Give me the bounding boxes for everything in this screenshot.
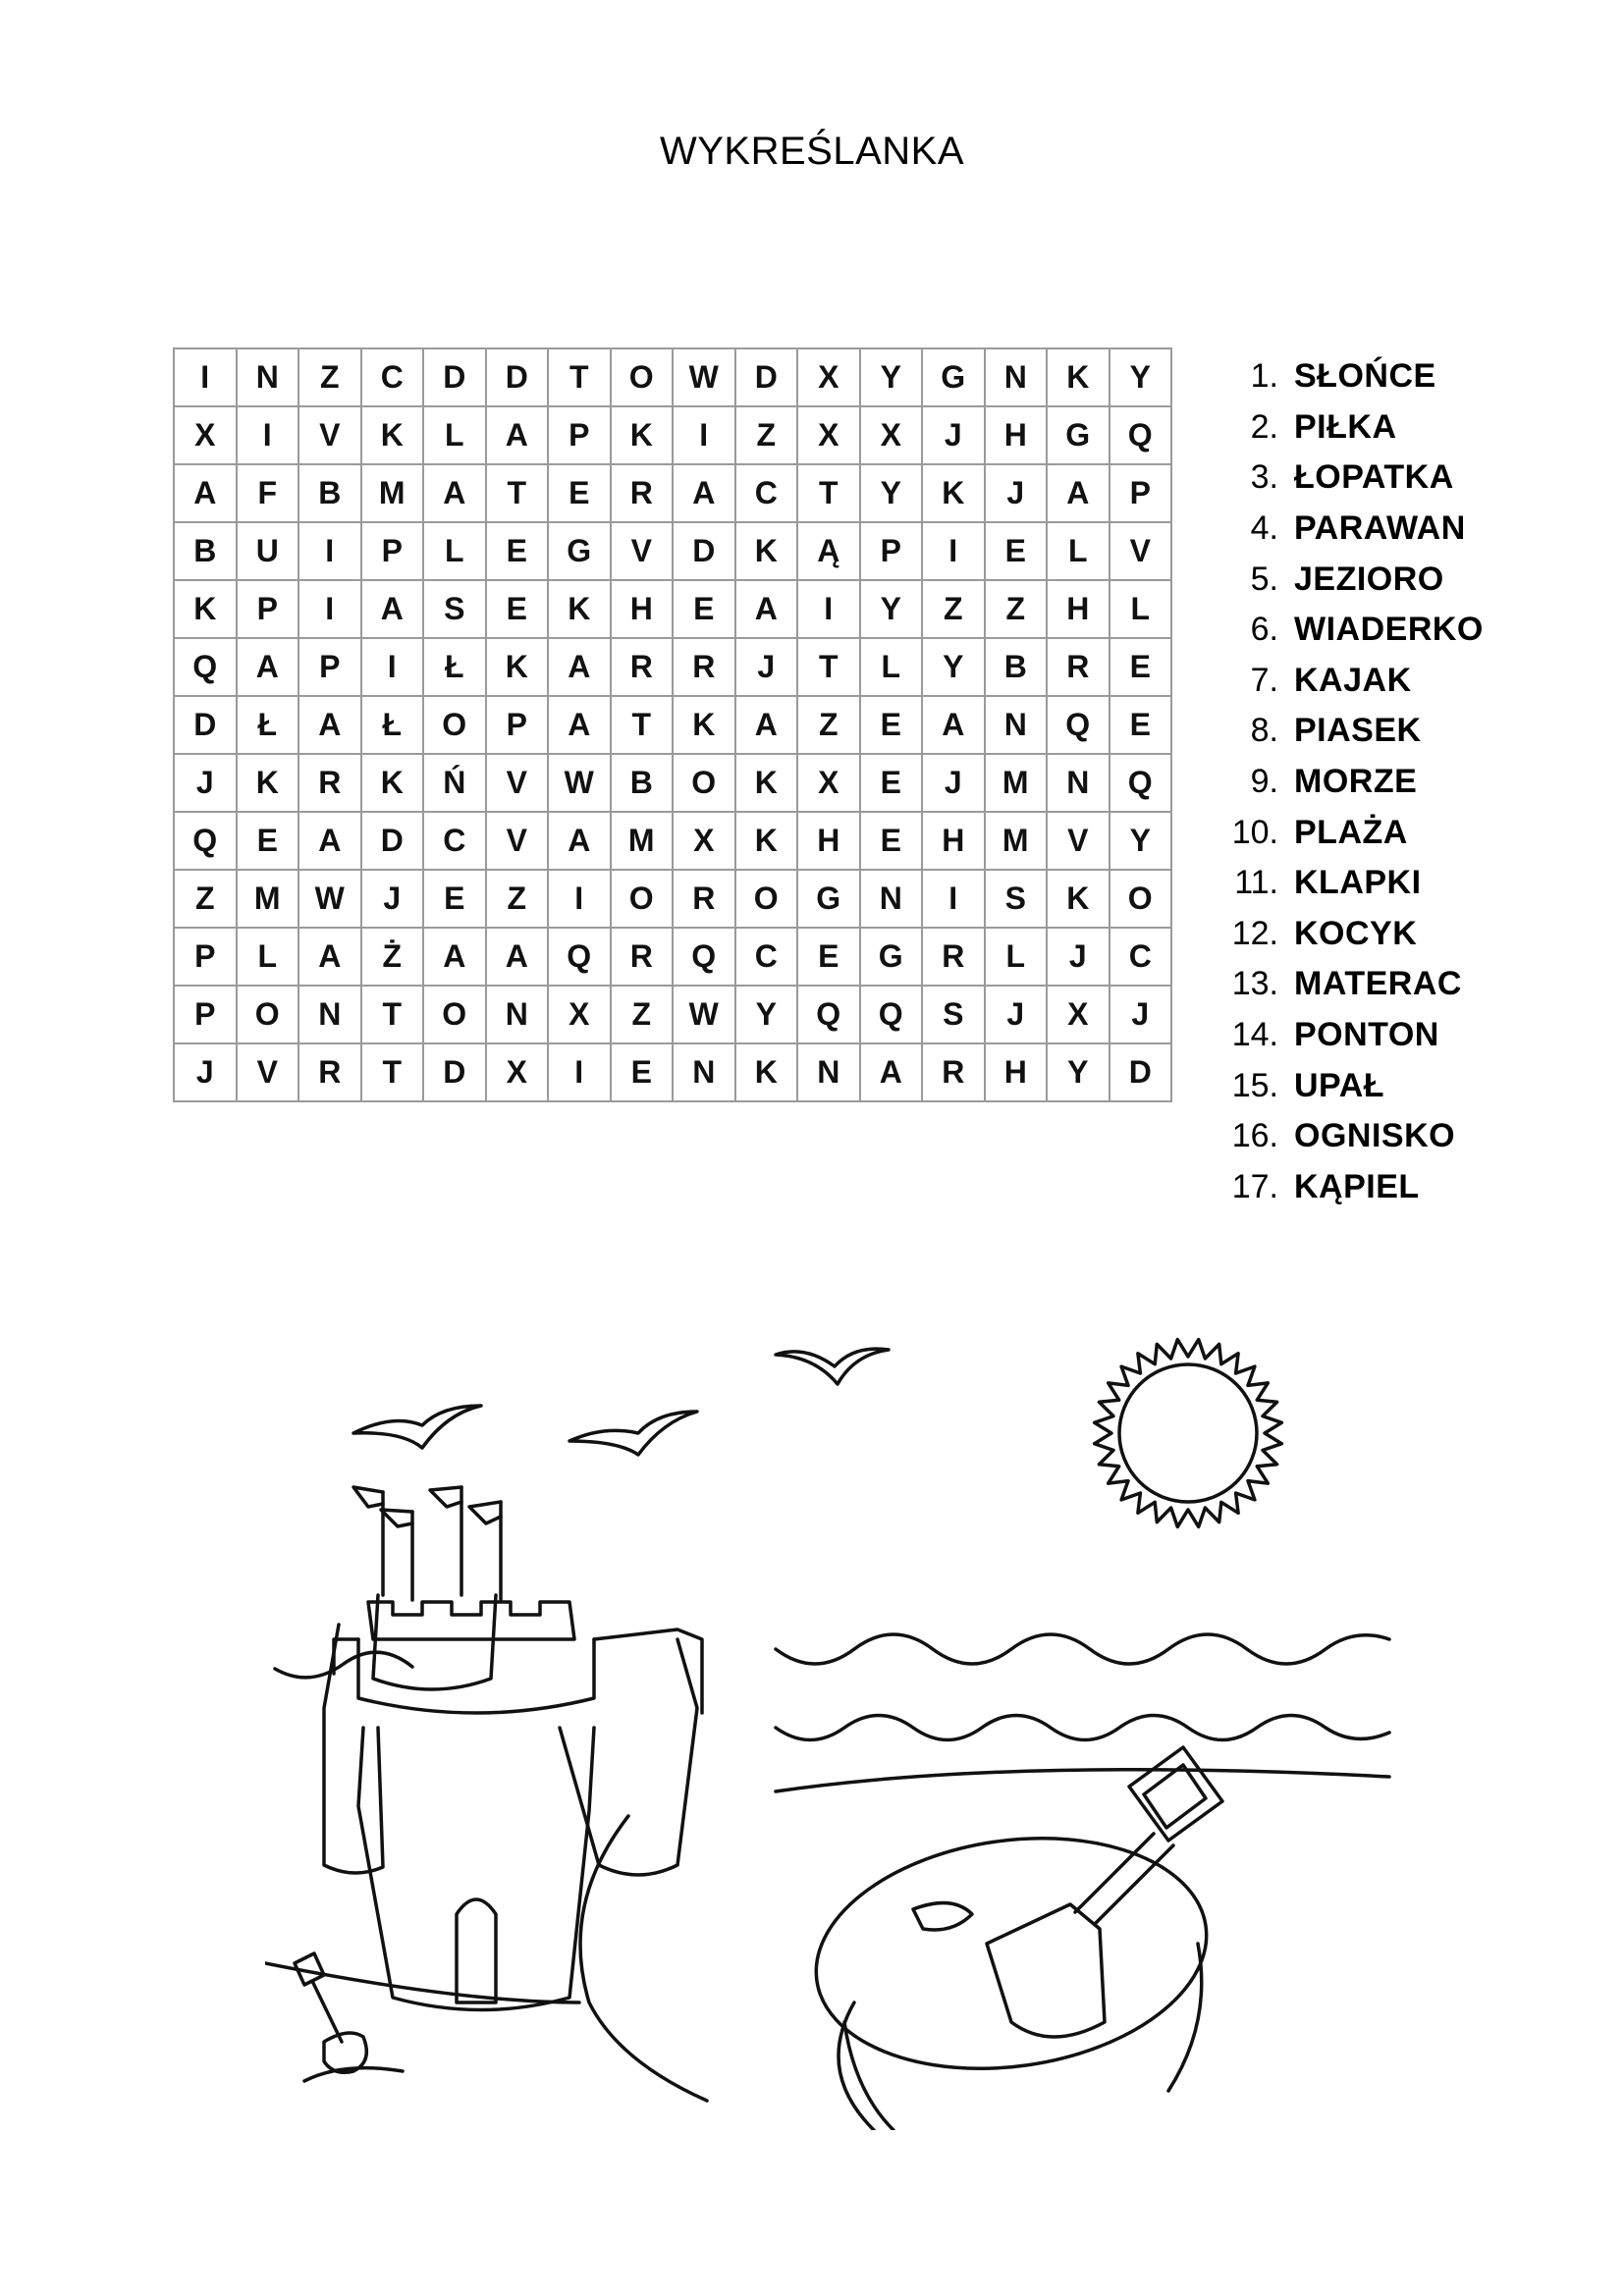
beach-drawing <box>265 1315 1404 2130</box>
word-number: 7. <box>1250 661 1278 699</box>
grid-cell[interactable]: L <box>1110 580 1172 638</box>
grid-cell[interactable]: I <box>298 580 361 638</box>
grid-cell[interactable]: K <box>361 406 424 464</box>
grid-cell[interactable]: A <box>486 406 549 464</box>
word-number: 12. <box>1231 914 1278 952</box>
grid-cell[interactable]: Z <box>486 870 549 928</box>
grid-row <box>174 348 1171 406</box>
grid-cell[interactable]: I <box>922 870 985 928</box>
grid-cell[interactable]: O <box>735 870 798 928</box>
grid-cell[interactable]: Y <box>1110 812 1172 870</box>
word-number: 6. <box>1250 611 1278 649</box>
grid-cell[interactable]: B <box>611 754 674 812</box>
grid-cell[interactable]: R <box>298 754 361 812</box>
word-text: WIADERKO <box>1294 611 1484 649</box>
grid-cell[interactable]: Ń <box>423 754 486 812</box>
grid-cell[interactable]: E <box>673 580 735 638</box>
beach-illustration <box>265 1315 1404 2130</box>
word-text: JEZIORO <box>1294 560 1444 598</box>
grid-cell[interactable]: P <box>298 638 361 696</box>
grid-cell[interactable]: Z <box>298 348 361 406</box>
grid-cell[interactable]: Y <box>860 464 923 522</box>
grid-cell[interactable]: A <box>922 696 985 754</box>
grid-cell[interactable]: X <box>797 754 860 812</box>
grid-cell[interactable]: T <box>797 638 860 696</box>
grid-cell[interactable]: I <box>237 406 299 464</box>
grid-cell[interactable]: K <box>548 580 611 638</box>
grid-cell[interactable]: W <box>298 870 361 928</box>
word-list-item <box>1214 858 1484 909</box>
grid-cell[interactable]: C <box>735 928 798 986</box>
grid-cell[interactable]: E <box>860 812 923 870</box>
sand-castle-icon <box>324 1487 702 2010</box>
grid-cell[interactable]: Z <box>174 870 237 928</box>
grid-cell[interactable]: A <box>548 812 611 870</box>
grid-row <box>174 754 1171 812</box>
grid-cell[interactable]: E <box>1110 638 1172 696</box>
grid-cell[interactable]: I <box>548 870 611 928</box>
grid-cell[interactable]: K <box>1047 348 1110 406</box>
word-text: PONTON <box>1294 1016 1439 1054</box>
grid-cell[interactable]: B <box>985 638 1048 696</box>
grid-cell[interactable]: D <box>423 348 486 406</box>
grid-cell[interactable]: K <box>735 754 798 812</box>
grid-cell[interactable]: M <box>361 464 424 522</box>
grid-cell[interactable]: R <box>611 928 674 986</box>
grid-cell[interactable]: A <box>174 464 237 522</box>
word-list-item <box>1214 656 1484 707</box>
grid-cell[interactable]: Z <box>611 986 674 1043</box>
word-number: 15. <box>1231 1066 1278 1104</box>
grid-cell[interactable]: P <box>361 522 424 580</box>
sand-ground <box>265 1816 707 2101</box>
word-number: 10. <box>1231 813 1278 851</box>
sea-waves <box>776 1716 1389 1740</box>
word-text: KOCYK <box>1294 914 1418 952</box>
grid-cell[interactable]: R <box>1047 638 1110 696</box>
grid-cell[interactable]: V <box>1110 522 1172 580</box>
grid-cell[interactable]: X <box>797 406 860 464</box>
grid-cell[interactable]: Q <box>174 812 237 870</box>
grid-cell[interactable]: O <box>611 870 674 928</box>
grid-cell[interactable]: M <box>611 812 674 870</box>
word-text: PLAŻA <box>1294 813 1408 851</box>
grid-cell[interactable]: S <box>985 870 1048 928</box>
grid-cell[interactable]: R <box>673 638 735 696</box>
grid-cell[interactable]: T <box>361 986 424 1043</box>
grid-cell[interactable]: A <box>298 928 361 986</box>
word-number: 1. <box>1250 357 1278 396</box>
grid-cell[interactable]: O <box>423 696 486 754</box>
word-search-grid <box>173 347 1172 1102</box>
grid-cell[interactable]: V <box>486 812 549 870</box>
grid-cell[interactable]: X <box>486 1043 549 1101</box>
word-list-item <box>1214 504 1484 555</box>
grid-cell[interactable]: T <box>797 464 860 522</box>
word-text: UPAŁ <box>1294 1066 1385 1104</box>
grid-cell[interactable]: V <box>237 1043 299 1101</box>
word-number: 5. <box>1250 560 1278 598</box>
word-number: 8. <box>1250 712 1278 750</box>
grid-cell[interactable]: E <box>486 522 549 580</box>
word-list-item <box>1214 605 1484 656</box>
grid-cell[interactable]: J <box>922 406 985 464</box>
grid-cell[interactable]: H <box>797 812 860 870</box>
grid-cell[interactable]: A <box>298 696 361 754</box>
grid-cell[interactable]: I <box>922 522 985 580</box>
grid-cell[interactable]: W <box>548 754 611 812</box>
grid-cell[interactable]: Y <box>735 986 798 1043</box>
grid-cell[interactable]: A <box>673 464 735 522</box>
word-text: KĄPIEL <box>1294 1167 1420 1205</box>
grid-row <box>174 580 1171 638</box>
grid-cell[interactable]: J <box>735 638 798 696</box>
grid-cell[interactable]: X <box>1047 986 1110 1043</box>
grid-cell[interactable]: P <box>486 696 549 754</box>
grid-cell[interactable]: G <box>922 348 985 406</box>
grid-cell[interactable]: K <box>361 754 424 812</box>
grid-cell[interactable]: H <box>985 1043 1048 1101</box>
grid-row <box>174 696 1171 754</box>
grid-cell[interactable]: N <box>985 348 1048 406</box>
word-list-item <box>1214 757 1484 808</box>
grid-cell[interactable]: Ł <box>423 638 486 696</box>
grid-cell[interactable]: A <box>548 696 611 754</box>
grid-cell[interactable]: E <box>1110 696 1172 754</box>
grid-cell[interactable]: K <box>237 754 299 812</box>
grid-cell[interactable]: I <box>361 638 424 696</box>
grid-cell[interactable]: M <box>237 870 299 928</box>
grid-cell[interactable]: N <box>673 1043 735 1101</box>
grid-cell[interactable]: Y <box>860 580 923 638</box>
word-number: 9. <box>1250 763 1278 801</box>
grid-cell[interactable]: V <box>611 522 674 580</box>
grid-cell[interactable]: I <box>548 1043 611 1101</box>
word-text: KLAPKI <box>1294 864 1422 902</box>
grid-cell[interactable]: R <box>922 1043 985 1101</box>
word-list-item <box>1214 1162 1484 1213</box>
grid-row <box>174 638 1171 696</box>
grid-cell[interactable]: A <box>237 638 299 696</box>
grid-row <box>174 406 1171 464</box>
word-list-item <box>1214 706 1484 757</box>
grid-cell[interactable]: N <box>486 986 549 1043</box>
grid-cell[interactable]: M <box>985 754 1048 812</box>
grid-cell[interactable]: R <box>673 870 735 928</box>
grid-cell[interactable]: E <box>548 464 611 522</box>
grid-cell[interactable]: L <box>237 928 299 986</box>
word-list-item <box>1214 1010 1484 1061</box>
grid-cell[interactable]: O <box>673 754 735 812</box>
grid-cell[interactable]: O <box>611 348 674 406</box>
grid-cell[interactable]: X <box>548 986 611 1043</box>
grid-cell[interactable]: E <box>860 754 923 812</box>
word-list-item <box>1214 807 1484 858</box>
word-text: PIASEK <box>1294 712 1422 750</box>
grid-cell[interactable]: E <box>237 812 299 870</box>
word-text: KAJAK <box>1294 661 1412 699</box>
grid-cell[interactable]: F <box>237 464 299 522</box>
grid-cell[interactable]: E <box>860 696 923 754</box>
grid-cell[interactable]: J <box>1110 986 1172 1043</box>
grid-cell[interactable]: I <box>298 522 361 580</box>
grid-cell[interactable]: Y <box>1110 348 1172 406</box>
grid-cell[interactable]: D <box>423 1043 486 1101</box>
grid-cell[interactable]: D <box>174 696 237 754</box>
grid-cell[interactable]: O <box>1110 870 1172 928</box>
grid-cell[interactable]: X <box>174 406 237 464</box>
grid-cell[interactable]: N <box>985 696 1048 754</box>
grid-cell[interactable]: L <box>860 638 923 696</box>
grid-cell[interactable]: H <box>922 812 985 870</box>
grid-row <box>174 464 1171 522</box>
grid-cell[interactable]: R <box>298 1043 361 1101</box>
grid-cell[interactable]: C <box>361 348 424 406</box>
grid-cell[interactable]: N <box>860 870 923 928</box>
grid-cell[interactable]: K <box>735 1043 798 1101</box>
grid-cell[interactable]: Z <box>922 580 985 638</box>
grid-cell[interactable]: G <box>860 928 923 986</box>
grid-cell[interactable]: M <box>985 812 1048 870</box>
grid-row <box>174 986 1171 1043</box>
seagull-icon <box>353 1406 481 1448</box>
grid-cell[interactable]: T <box>486 464 549 522</box>
word-list-item <box>1214 959 1484 1010</box>
grid-cell[interactable]: A <box>423 928 486 986</box>
grid-cell[interactable]: A <box>361 580 424 638</box>
grid-cell[interactable]: A <box>548 638 611 696</box>
grid-cell[interactable]: S <box>922 986 985 1043</box>
grid-cell[interactable]: D <box>1110 1043 1172 1101</box>
word-number: 13. <box>1231 965 1278 1003</box>
grid-cell[interactable]: L <box>985 928 1048 986</box>
grid-cell[interactable]: J <box>1047 928 1110 986</box>
grid-cell[interactable]: J <box>361 870 424 928</box>
grid-cell[interactable]: E <box>611 1043 674 1101</box>
word-list-item <box>1214 351 1484 402</box>
grid-cell[interactable]: L <box>423 522 486 580</box>
grid-cell[interactable]: G <box>548 522 611 580</box>
grid-cell[interactable]: K <box>735 812 798 870</box>
word-list-item <box>1214 402 1484 454</box>
grid-cell[interactable]: K <box>922 464 985 522</box>
grid-cell[interactable]: P <box>174 986 237 1043</box>
shovel-icon <box>987 1747 1222 2037</box>
grid-cell[interactable]: G <box>1047 406 1110 464</box>
grid-row <box>174 522 1171 580</box>
grid-row <box>174 812 1171 870</box>
grid-cell[interactable]: V <box>1047 812 1110 870</box>
grid-cell[interactable]: I <box>673 406 735 464</box>
grid-cell[interactable]: R <box>611 464 674 522</box>
grid-cell[interactable]: W <box>673 986 735 1043</box>
grid-cell[interactable]: A <box>1047 464 1110 522</box>
grid-cell[interactable]: H <box>1047 580 1110 638</box>
sun-icon <box>1095 1340 1282 1527</box>
grid-cell[interactable]: P <box>860 522 923 580</box>
grid-cell[interactable]: W <box>673 348 735 406</box>
grid-cell[interactable]: O <box>423 986 486 1043</box>
word-number: 2. <box>1250 407 1278 446</box>
word-text: ŁOPATKA <box>1294 458 1454 497</box>
grid-cell[interactable]: J <box>985 986 1048 1043</box>
grid-cell[interactable]: Q <box>673 928 735 986</box>
grid-cell[interactable]: S <box>423 580 486 638</box>
grid-cell[interactable]: T <box>548 348 611 406</box>
grid-cell[interactable]: O <box>237 986 299 1043</box>
word-number: 11. <box>1234 864 1278 902</box>
word-text: MATERAC <box>1294 965 1462 1003</box>
grid-cell[interactable]: J <box>922 754 985 812</box>
word-number: 14. <box>1231 1016 1278 1054</box>
grid-cell[interactable]: Ł <box>361 696 424 754</box>
grid-cell[interactable]: J <box>985 464 1048 522</box>
grid-cell[interactable]: I <box>797 580 860 638</box>
word-text: SŁOŃCE <box>1294 357 1436 396</box>
grid-cell[interactable]: V <box>298 406 361 464</box>
grid-cell[interactable]: I <box>174 348 237 406</box>
word-number: 17. <box>1231 1167 1278 1205</box>
grid-cell[interactable]: Q <box>1110 754 1172 812</box>
seagull-icon <box>569 1412 697 1455</box>
grid-cell[interactable]: P <box>1110 464 1172 522</box>
grid-cell[interactable]: X <box>860 406 923 464</box>
grid-cell[interactable]: H <box>985 406 1048 464</box>
grid-cell[interactable]: U <box>237 522 299 580</box>
grid-cell[interactable]: Y <box>922 638 985 696</box>
grid-cell[interactable]: T <box>611 696 674 754</box>
grid-row <box>174 870 1171 928</box>
grid-cell[interactable]: G <box>797 870 860 928</box>
grid-cell[interactable]: Q <box>548 928 611 986</box>
grid-cell[interactable]: A <box>860 1043 923 1101</box>
grid-cell[interactable]: T <box>361 1043 424 1101</box>
grid-cell[interactable]: J <box>174 754 237 812</box>
grid-cell[interactable]: P <box>548 406 611 464</box>
seagull-icon <box>776 1349 889 1384</box>
grid-cell[interactable]: Q <box>1047 696 1110 754</box>
grid-cell[interactable]: B <box>298 464 361 522</box>
grid-cell[interactable]: E <box>486 580 549 638</box>
grid-cell[interactable]: L <box>1047 522 1110 580</box>
shoreline <box>776 1770 1389 1791</box>
grid-cell[interactable]: P <box>237 580 299 638</box>
word-number: 16. <box>1231 1117 1278 1155</box>
grid-cell[interactable]: A <box>486 928 549 986</box>
word-number: 3. <box>1250 458 1278 497</box>
word-list-item <box>1214 453 1484 504</box>
grid-cell[interactable]: E <box>985 522 1048 580</box>
grid-cell[interactable]: J <box>174 1043 237 1101</box>
grid-cell[interactable]: Y <box>1047 1043 1110 1101</box>
word-text: OGNISKO <box>1294 1117 1456 1155</box>
grid-row <box>174 928 1171 986</box>
word-list-item <box>1214 909 1484 960</box>
grid-cell[interactable]: Z <box>797 696 860 754</box>
grid-cell[interactable]: R <box>922 928 985 986</box>
word-list <box>1214 351 1484 1212</box>
grid-cell[interactable]: E <box>423 870 486 928</box>
grid-cell[interactable]: Ż <box>361 928 424 986</box>
grid-cell[interactable]: D <box>735 348 798 406</box>
grid-cell[interactable]: D <box>361 812 424 870</box>
word-text: PARAWAN <box>1294 509 1466 548</box>
grid-cell[interactable]: A <box>735 580 798 638</box>
grid-cell[interactable]: K <box>673 696 735 754</box>
grid-cell[interactable]: K <box>611 406 674 464</box>
word-number: 4. <box>1250 509 1278 548</box>
grid-cell[interactable]: A <box>735 696 798 754</box>
grid-row <box>174 1043 1171 1101</box>
grid-cell[interactable]: Y <box>860 348 923 406</box>
page-title: WYKREŚLANKA <box>659 130 965 173</box>
grid-cell[interactable]: K <box>1047 870 1110 928</box>
grid-cell[interactable]: L <box>423 406 486 464</box>
grid-cell[interactable]: Q <box>860 986 923 1043</box>
grid-cell[interactable]: N <box>1047 754 1110 812</box>
word-list-item <box>1214 554 1484 605</box>
grid-cell[interactable]: X <box>797 348 860 406</box>
word-list-item <box>1214 1060 1484 1111</box>
grid-cell[interactable]: Ł <box>237 696 299 754</box>
grid-cell[interactable]: Q <box>797 986 860 1043</box>
grid-cell[interactable]: N <box>298 986 361 1043</box>
grid-cell[interactable]: N <box>797 1043 860 1101</box>
grid-cell[interactable]: K <box>735 522 798 580</box>
grid-cell[interactable]: C <box>735 464 798 522</box>
grid-cell[interactable]: R <box>611 638 674 696</box>
grid-cell[interactable]: K <box>486 638 549 696</box>
grid-cell[interactable]: V <box>486 754 549 812</box>
grid-cell[interactable]: B <box>174 522 237 580</box>
grid-cell[interactable]: C <box>1110 928 1172 986</box>
grid-cell[interactable]: Q <box>174 638 237 696</box>
grid-cell[interactable]: D <box>673 522 735 580</box>
grid-cell[interactable]: K <box>174 580 237 638</box>
grid-cell[interactable]: Q <box>1110 406 1172 464</box>
grid-cell[interactable]: E <box>797 928 860 986</box>
grid-cell[interactable]: Ą <box>797 522 860 580</box>
grid-cell[interactable]: D <box>486 348 549 406</box>
grid-cell[interactable]: H <box>611 580 674 638</box>
grid-cell[interactable]: Z <box>735 406 798 464</box>
grid-cell[interactable]: P <box>174 928 237 986</box>
grid-cell[interactable]: A <box>298 812 361 870</box>
grid-cell[interactable]: N <box>237 348 299 406</box>
word-text: PIŁKA <box>1294 407 1397 446</box>
grid-cell[interactable]: X <box>673 812 735 870</box>
word-text: MORZE <box>1294 763 1418 801</box>
grid-cell[interactable]: C <box>423 812 486 870</box>
word-list-item <box>1214 1111 1484 1162</box>
grid-cell[interactable]: A <box>423 464 486 522</box>
grid-cell[interactable]: Z <box>985 580 1048 638</box>
